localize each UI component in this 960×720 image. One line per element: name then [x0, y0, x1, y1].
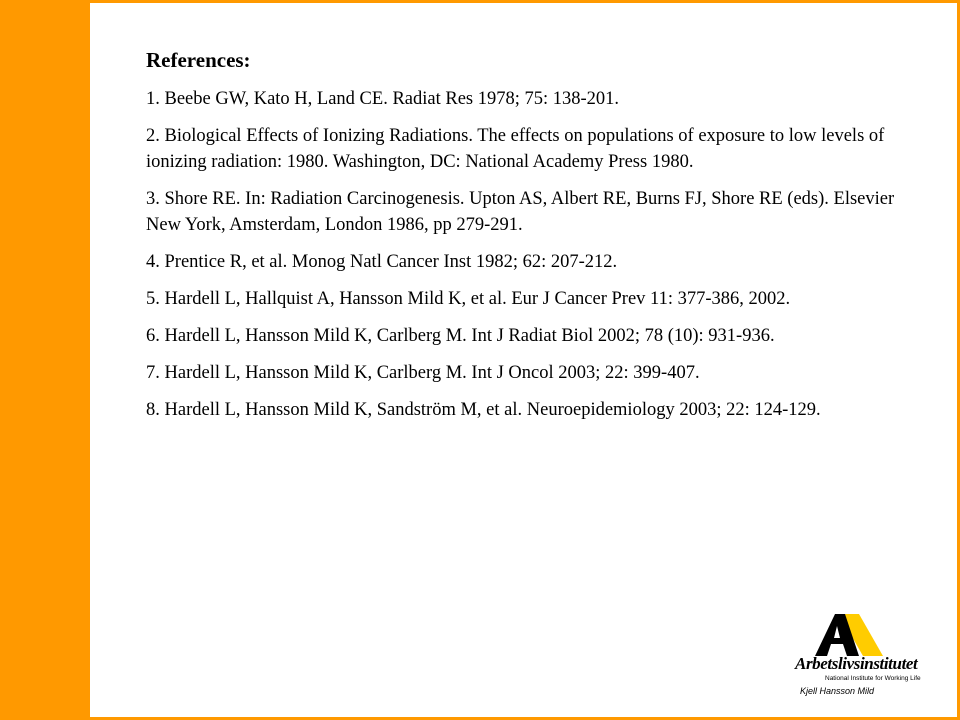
- arbetslivsinstitutet-logo-icon: [809, 612, 889, 656]
- left-accent-bar: [0, 0, 90, 720]
- reference-item: 6. Hardell L, Hansson Mild K, Carlberg M. Int J Radiat Biol 2002; 78 (10): 931-936.: [146, 326, 775, 346]
- reference-item: 1. Beebe GW, Kato H, Land CE. Radiat Res 1978; 75: 138-201.: [146, 89, 620, 109]
- reference-list: [146, 86, 906, 423]
- reference-item: 4. Prentice R, et al. Monog Natl Cancer Inst 1982; 62: 207-212.: [146, 252, 618, 272]
- reference-item: 2. Biological Effects of Ionizing Radiations. The effects on populations of exposure to low levels of ionizing radiation: 1980. Washington, DC: National Academy Press 1980.: [146, 126, 885, 172]
- logo-subtitle: National Institute for Working Life: [825, 675, 921, 682]
- institute-logo: [795, 612, 945, 712]
- reference-item: 5. Hardell L, Hallquist A, Hansson Mild K, et al. Eur J Cancer Prev 11: 377-386, 2002.: [146, 289, 791, 309]
- logo-name: Arbetslivsinstitutet: [795, 654, 918, 673]
- reference-item: 7. Hardell L, Hansson Mild K, Carlberg M. Int J Oncol 2003; 22: 399-407.: [146, 363, 700, 383]
- author-credit: Kjell Hansson Mild: [800, 686, 875, 696]
- references-heading: References:: [146, 48, 251, 72]
- reference-item: 8. Hardell L, Hansson Mild K, Sandström M, et al. Neuroepidemiology 2003; 22: 124-129.: [146, 400, 821, 420]
- references-section: [146, 48, 906, 434]
- reference-item: 3. Shore RE. In: Radiation Carcinogenesis. Upton AS, Albert RE, Burns FJ, Shore RE (eds). Elsevier New York, Amsterdam, London 1986, pp 279-291.: [146, 189, 895, 235]
